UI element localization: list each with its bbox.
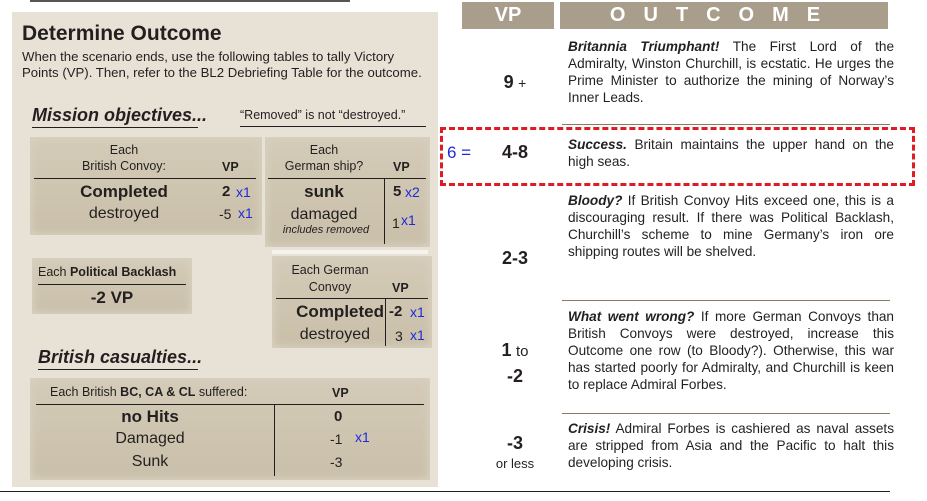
vp-column-header: VP xyxy=(494,4,522,26)
convoy-header-1: Each xyxy=(109,143,139,157)
political-backlash-vp: -2 VP xyxy=(90,288,134,307)
german-ship-sunk-multiplier: x2 xyxy=(405,184,420,200)
outcome-column-header: OUTCOME xyxy=(609,4,839,26)
german-convoy-destroyed-label: destroyed xyxy=(299,326,370,343)
german-convoy-completed-multiplier: x1 xyxy=(410,304,425,320)
convoy-vp-header: VP xyxy=(222,160,239,174)
german-ship-sunk-label: sunk xyxy=(304,182,344,201)
table-divider xyxy=(38,284,186,285)
convoy-destroyed-label: destroyed xyxy=(88,205,160,222)
german-ship-vp-header: VP xyxy=(393,160,410,174)
outcome-row-description: Crisis! Admiral Forbes is cashiered as naval assets are stripped from Asia and the Pacific to halt this developing crisis. xyxy=(568,421,894,470)
outcome-row-description: What went wrong? If more German Convoys than British Convoys were destroyed, increase this Outcome one row (to Bloody?). Otherwise, this war has started poorly for Admiralty, and Churchill is keen to replace Admiral Forbes. xyxy=(568,309,894,392)
german-convoy-vp-header: VP xyxy=(392,281,409,295)
german-ship-header-1: Each xyxy=(309,143,339,157)
german-convoy-header-1: Each German xyxy=(291,263,369,277)
german-ship-damaged-label: damaged xyxy=(290,206,358,223)
row-separator xyxy=(562,413,890,414)
score-annotation: 6 = xyxy=(447,143,472,162)
table-column-divider xyxy=(384,178,385,244)
german-convoy-header-2: Convoy xyxy=(308,280,352,294)
german-ship-damaged-note: includes removed xyxy=(282,224,370,236)
german-ship-damaged-multiplier: x1 xyxy=(401,212,416,228)
convoy-completed-multiplier: x1 xyxy=(236,184,251,200)
outcome-row-description: Bloody? If British Convoy Hits exceed one, this is a discouraging result. If there was Political Backlash, Churchill’s scheme to mine Germany’s iron ore shipping routes will be shelved. xyxy=(568,193,894,259)
mission-objectives-title: Mission objectives... xyxy=(32,105,208,125)
german-ship-sunk-vp: 5 xyxy=(393,183,402,200)
section-underline xyxy=(38,369,198,370)
outcome-row-description: Success. Britain maintains the upper hand on the high seas. xyxy=(568,137,894,169)
german-convoy-destroyed-multiplier: x1 xyxy=(410,327,425,343)
german-ship-header-2: German ship? xyxy=(284,159,364,173)
table-gap xyxy=(272,250,428,254)
section-underline xyxy=(240,126,426,127)
outcome-row-vp: 2-3 xyxy=(501,248,528,268)
german-convoy-destroyed-vp: 3 xyxy=(395,328,403,344)
table-divider xyxy=(36,404,424,405)
removed-note: “Removed” is not “destroyed.” xyxy=(240,108,406,122)
convoy-completed-vp: 2 xyxy=(222,183,231,200)
panel-title: Determine Outcome xyxy=(22,22,222,45)
top-rule xyxy=(30,0,350,2)
german-convoy-completed-vp: -2 xyxy=(389,303,403,320)
casualties-no-hits-label: no Hits xyxy=(121,407,179,426)
outcome-row-vp: 4-8 xyxy=(501,142,528,162)
row-separator xyxy=(562,300,890,301)
casualties-damaged-label: Damaged xyxy=(115,430,185,447)
german-convoy-completed-label: Completed xyxy=(296,302,384,321)
table-column-divider xyxy=(385,298,386,346)
casualties-damaged-multiplier: x1 xyxy=(355,429,370,445)
table-column-divider xyxy=(274,404,275,476)
casualties-sunk-vp: -3 xyxy=(330,454,343,470)
convoy-header-2: British Convoy: xyxy=(81,159,167,173)
german-ship-damaged-vp: 1 xyxy=(392,215,400,231)
outcome-row-description: Britannia Triumphant! The First Lord of the Admiralty, Winston Churchill, is ecstatic. He urges the Prime Minister to authorize the mining of Norway’s Inner Leads. xyxy=(568,39,895,105)
outcome-row-vp: 1 to -2 xyxy=(501,340,529,386)
outcome-row-vp: -3 or less xyxy=(495,433,535,471)
casualties-sunk-label: Sunk xyxy=(131,453,169,470)
outcome-row-vp: 9 + xyxy=(503,72,527,92)
panel-intro: When the scenario ends, use the following tables to tally Victory Points (VP). Then, refer to the BL2 Debriefing Table for the outcome. xyxy=(22,49,422,80)
bottom-rule xyxy=(0,491,890,492)
convoy-destroyed-vp: -5 xyxy=(219,206,232,222)
convoy-completed-label: Completed xyxy=(80,182,168,201)
casualties-no-hits-vp: 0 xyxy=(334,408,343,425)
convoy-destroyed-multiplier: x1 xyxy=(238,205,253,221)
british-casualties-title: British casualties... xyxy=(38,347,203,367)
casualties-header: Each British BC, CA & CL suffered: xyxy=(50,385,248,399)
table-divider xyxy=(276,298,428,299)
casualties-vp-header: VP xyxy=(332,386,349,400)
political-backlash-label: Each Political Backlash xyxy=(38,265,177,279)
row-separator xyxy=(562,124,890,125)
table-divider xyxy=(268,178,426,179)
section-underline xyxy=(32,127,198,128)
table-divider xyxy=(34,178,256,179)
casualties-damaged-vp: -1 xyxy=(330,431,343,447)
